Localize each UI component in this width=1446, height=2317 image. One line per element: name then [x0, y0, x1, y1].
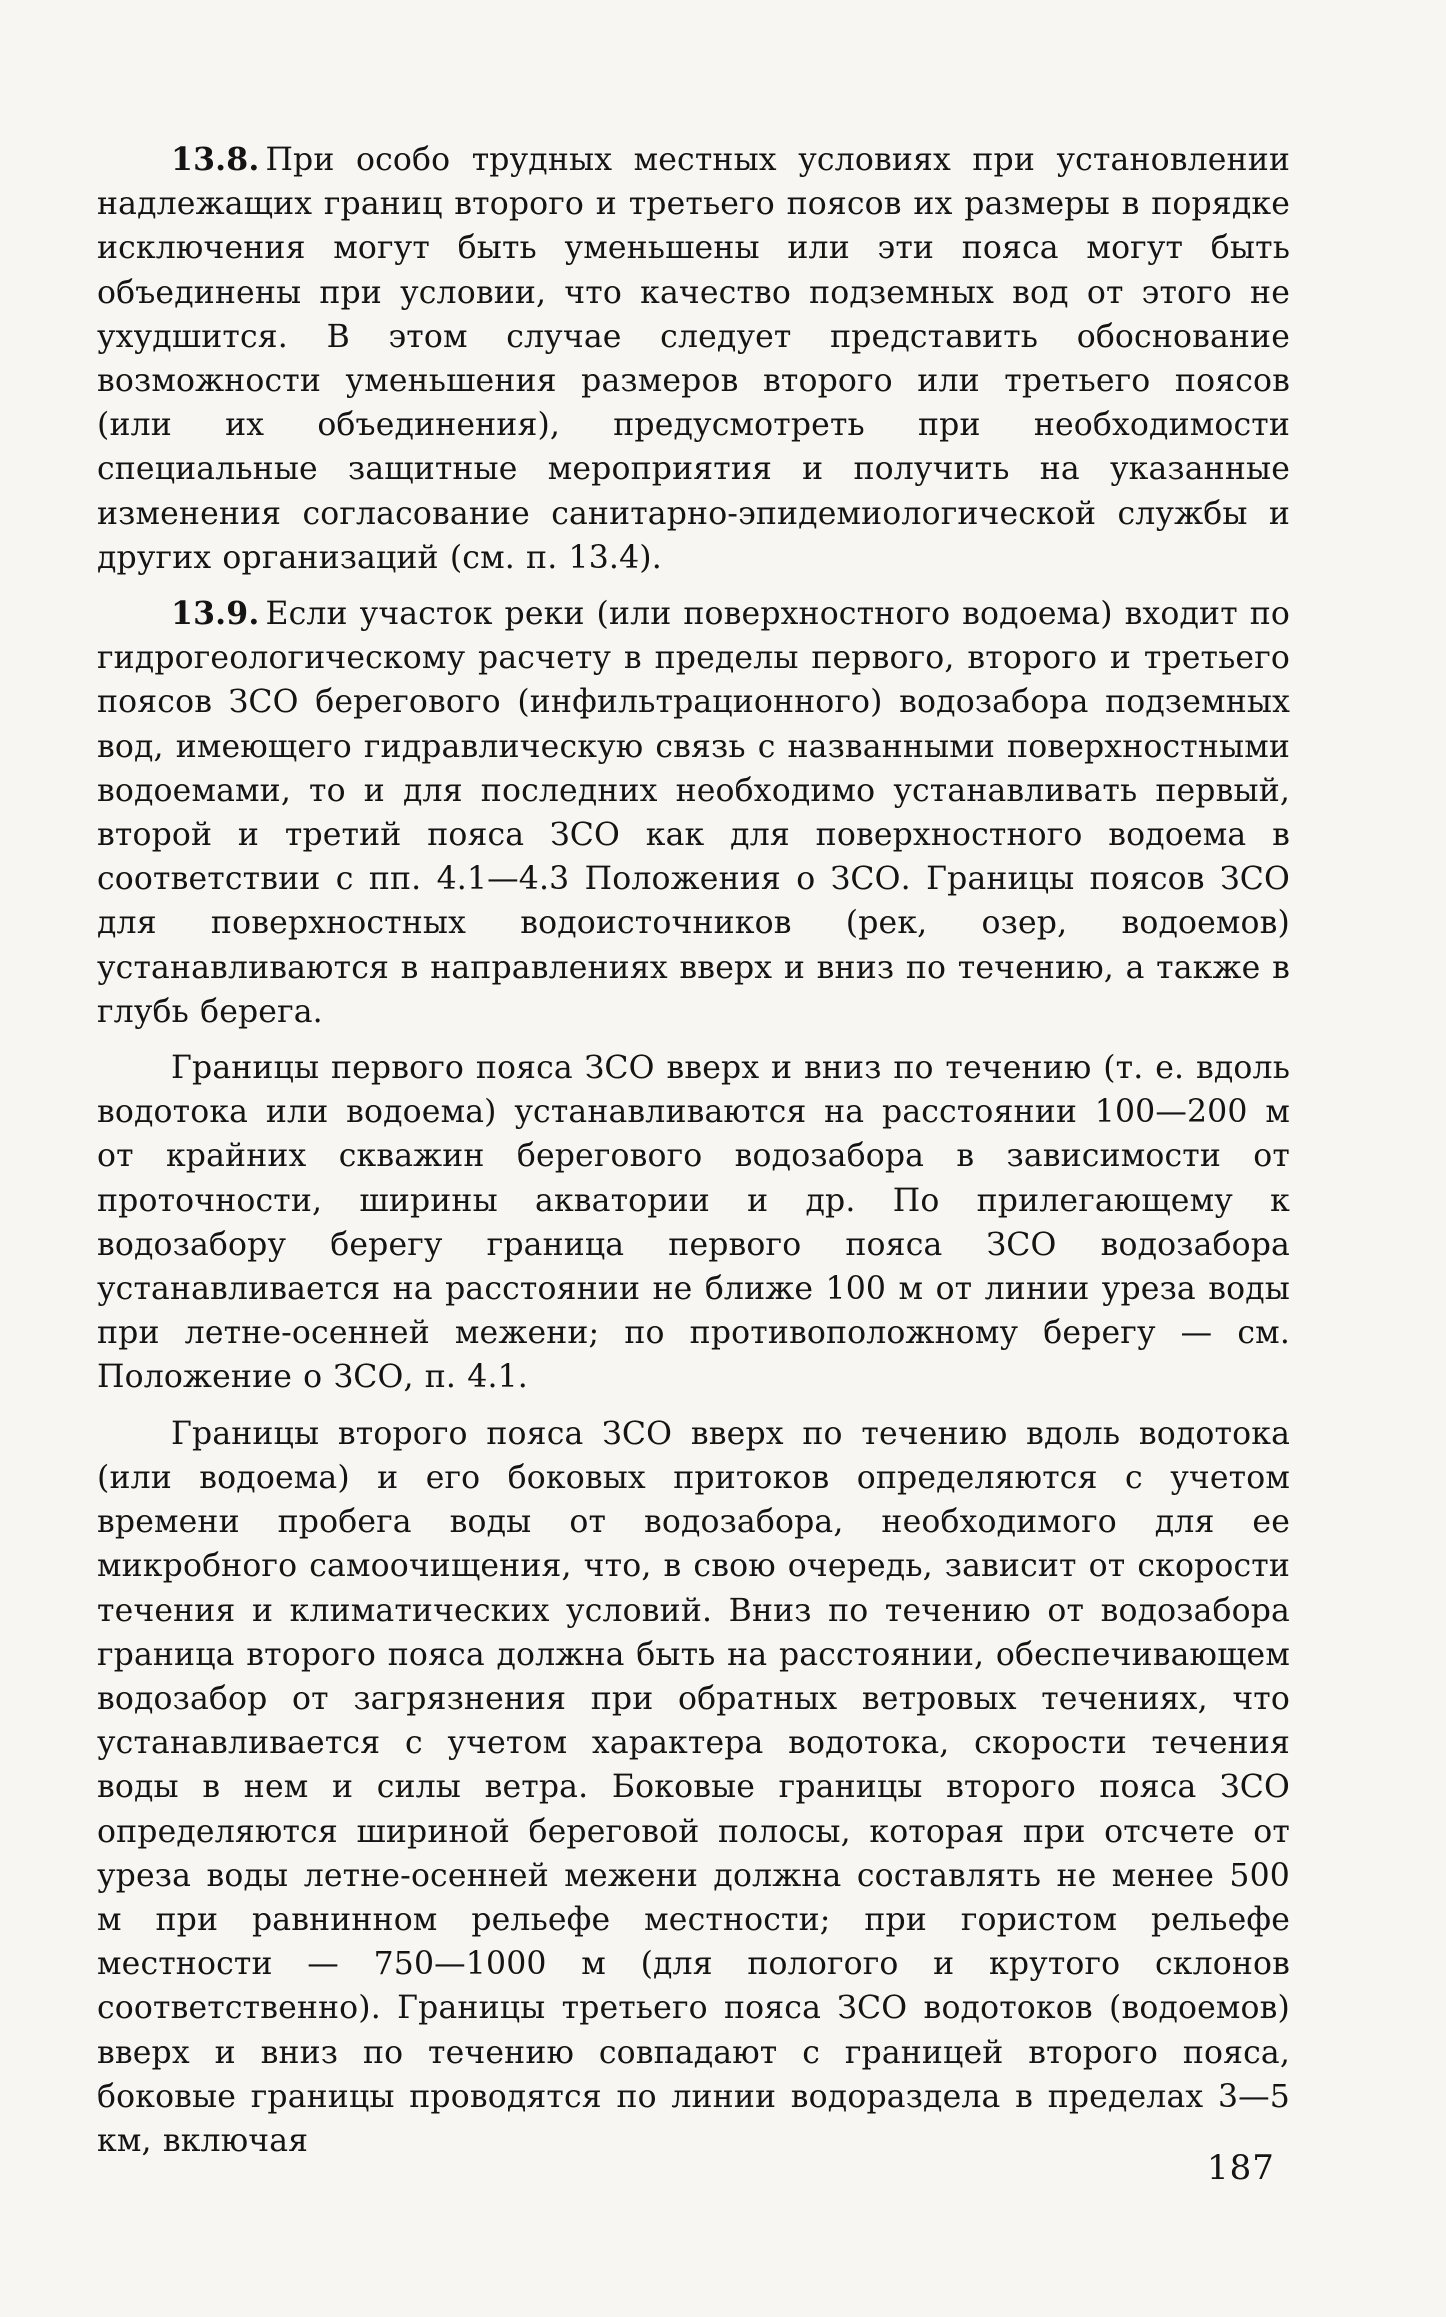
paragraph-text: Если участок реки (или поверхностного водоема) входит по гидрогеологическому расчету в пределы первого, второго и третьего поясов ЗСО берегового (инфильтрационного) водозабора подземных вод, имеющего гидравлическую связь с названными поверхностными водоемами, то и для последних необходимо устанавливать первый, второй и третий пояса ЗСО как для поверхностного водоема в соответствии с пп. 4.1—4.3 Положения о ЗСО. Границы поясов ЗСО для поверхностных водоисточников (рек, озер, водоемов) устанавливаются в направлениях вверх и вниз по течению, а также в глубь берега. — [97, 596, 1290, 1030]
paragraph-first-zone — [97, 1046, 1290, 1400]
paragraph-number: 13.9. — [171, 595, 260, 633]
paragraph-number: 13.8. — [171, 141, 260, 178]
page-number: 187 — [1207, 2148, 1275, 2188]
paragraph-text: Границы первого пояса ЗСО вверх и вниз по течению (т. е. вдоль водотока или водоема) устанавливаются на расстоянии 100—200 м от крайних скважин берегового водозабора в зависимости от проточности, ширины акватории и др. По прилегающему к водозабору берегу граница первого пояса ЗСО водозабора устанавливается на расстоянии не ближе 100 м от линии уреза воды при летне-осенней межени; по противоположному берегу — см. Положение о ЗСО, п. 4.1. — [97, 1050, 1290, 1396]
paragraph-13-8 — [97, 138, 1290, 580]
page-body — [97, 138, 1290, 2228]
paragraph-text: При особо трудных местных условиях при установлении надлежащих границ второго и третьего поясов их размеры в порядке исключения могут быть уменьшены или эти пояса могут быть объединены при условии, что качество подземных вод от этого не ухудшится. В этом случае следует представить обоснование возможности уменьшения размеров второго или третьего поясов (или их объединения), предусмотреть при необходимости специальные защитные мероприятия и получить на указанные изменения согласование санитарно-эпидемиологической службы и других организаций (см. п. 13.4). — [97, 142, 1290, 576]
paragraph-second-zone — [97, 1412, 1290, 2163]
paragraph-13-9 — [97, 592, 1290, 1034]
paragraph-text: Границы второго пояса ЗСО вверх по течению вдоль водотока (или водоема) и его боковых притоков определяются с учетом времени пробега воды от водозабора, необходимого для ее микробного самоочищения, что, в свою очередь, зависит от скорости течения и климатических условий. Вниз по течению от водозабора граница второго пояса должна быть на расстоянии, обеспечивающем водозабор от загрязнения при обратных ветровых течениях, что устанавливается с учетом характера водотока, скорости течения воды в нем и силы ветра. Боковые границы второго пояса ЗСО определяются шириной береговой полосы, которая при отсчете от уреза воды летне-осенней межени должна составлять не менее 500 м при равнинном рельефе местности; при гористом рельефе местности — 750—1000 м (для пологого и крутого склонов соответственно). Границы третьего пояса ЗСО водотоков (водоемов) вверх и вниз по течению совпадают с границей второго пояса, боковые границы проводятся по линии водораздела в пределах 3—5 км, включая — [97, 1415, 1290, 2159]
